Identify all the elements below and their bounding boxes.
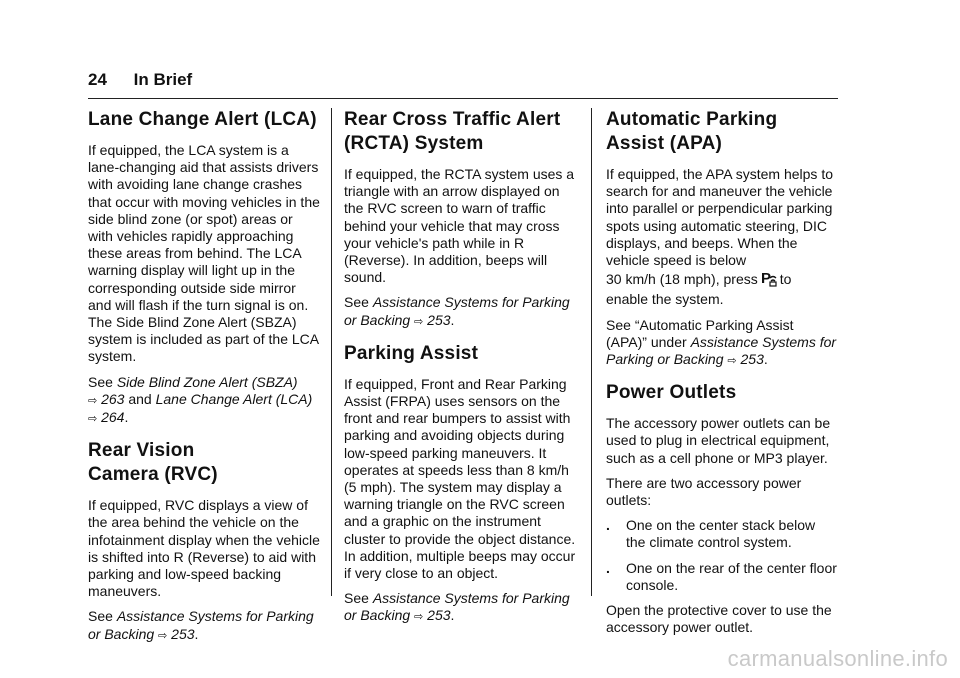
section-rcta: [344, 108, 576, 330]
section-body: There are two accessory power outlets:: [606, 474, 802, 509]
list-item: . One on the rear of the center floor console.: [606, 559, 837, 593]
bullet-icon: .: [606, 559, 610, 576]
page-ref[interactable]: 264: [101, 409, 125, 426]
section-power-outlets: [606, 381, 838, 636]
reference-link[interactable]: Assistance Systems for Parking or Backing: [606, 333, 837, 368]
header-rule: [88, 98, 838, 99]
section-rvc: [88, 439, 320, 644]
watermark: carmanualsonline.info: [727, 646, 948, 671]
page-ref-arrow-icon: ⇨: [158, 628, 168, 642]
see-reference: See Assistance Systems for Parking or Backing ⇨ 253.: [88, 608, 314, 642]
column-3: [606, 108, 838, 648]
section-body: Open the protective cover to use the accessory power outlet.: [606, 602, 832, 636]
section-title: Rear Vision Camera (RVC): [88, 440, 218, 486]
page-ref[interactable]: 263: [101, 390, 125, 407]
see-reference: See Side Blind Zone Alert (SBZA) ⇨ 263 and Lane Change Alert (LCA) ⇨ 264.: [88, 373, 313, 426]
reference-link[interactable]: Side Blind Zone Alert (SBZA): [116, 373, 298, 390]
svg-text:P: P: [760, 270, 771, 288]
page-ref[interactable]: 253: [171, 625, 195, 642]
section-body: If equipped, the RCTA system uses a triangle with an arrow displayed on the RVC screen to warn of traffic behind your vehicle that may cross your vehicle's path while in R (Reverse). In addition, beeps will sound.: [344, 166, 575, 286]
reference-link[interactable]: Assistance Systems for Parking or Backing: [344, 294, 570, 328]
page-number: 24: [88, 70, 107, 89]
page-ref[interactable]: 253: [427, 311, 451, 328]
section-title: Power Outlets: [606, 382, 737, 404]
section-body: If equipped, Front and Rear Parking Assist (FRPA) uses sensors on the front and rear bumpers to assist with parking and avoiding objects during low-speed parking maneuvers. It operates at speeds less than 8 km/h (5 mph). The system may display a warning triangle on the RVC screen and a graphic on the instrument cluster to provide the object distance. In addition, multiple beeps may occur if very close to an object.: [344, 375, 576, 582]
reference-link[interactable]: Lane Change Alert (LCA): [155, 390, 313, 407]
section-body: If equipped, the APA system helps to search for and maneuver the vehicle into parallel or perpendicular parking spots using automatic steering, DIC displays, and beeps. When the vehicle speed is below 30 km/h (18 mph), press P to enable the system.: [606, 166, 833, 308]
page-ref[interactable]: 253: [427, 607, 451, 624]
page-ref-arrow-icon: ⇨: [414, 314, 424, 328]
bullet-icon: .: [606, 517, 610, 534]
reference-link[interactable]: Assistance Systems for Parking or Backing: [344, 590, 570, 624]
page-header: [88, 70, 192, 90]
page-ref-arrow-icon: ⇨: [414, 610, 424, 624]
page-ref-arrow-icon: ⇨: [727, 354, 737, 368]
see-reference: See “Automatic Parking Assist (APA)” under Assistance Systems for Parking or Backing ⇨ 253.: [606, 316, 837, 368]
see-reference: See Assistance Systems for Parking or Backing ⇨ 253.: [344, 590, 570, 624]
see-reference: See Assistance Systems for Parking or Backing ⇨ 253.: [344, 294, 570, 328]
section-body: If equipped, RVC displays a view of the area behind the vehicle on the infotainment display when the vehicle is shifted into R (Reverse) to aid with parking and low-speed backing maneuvers.: [88, 497, 320, 600]
column-divider: [591, 108, 592, 596]
section-apa: [606, 108, 838, 369]
list-item: . One on the center stack below the climate control system.: [606, 517, 816, 551]
section-title: Lane Change Alert (LCA): [88, 109, 317, 130]
section-title: Automatic Parking Assist (APA): [606, 109, 778, 154]
header-title: In Brief: [133, 70, 193, 89]
page-ref-arrow-icon: ⇨: [88, 393, 98, 407]
section-title: Rear Cross Traffic Alert (RCTA) System: [344, 109, 561, 154]
column-divider: [331, 108, 332, 596]
reference-link[interactable]: Assistance Systems for Parking or Backing: [88, 608, 314, 642]
section-lca: [88, 108, 320, 427]
page-ref-arrow-icon: ⇨: [88, 412, 98, 426]
section-title: Parking Assist: [344, 342, 479, 364]
section-parking-assist: [344, 342, 576, 626]
section-body: The accessory power outlets can be used to plug in electrical equipment, such as a cell phone or MP3 player.: [606, 415, 831, 466]
page-ref[interactable]: 253: [740, 351, 764, 368]
parking-assist-icon: [761, 269, 777, 291]
column-2: [344, 108, 576, 638]
section-body: If equipped, the LCA system is a lane-changing aid that assists drivers with avoiding lane change crashes that occur with moving vehicles in the side blind zone (or spot) areas or with vehicles rapidly approaching these areas from behind. The LCA warning display will light up in the corresponding outside side mirror and will flash if the turn signal is on. The Side Blind Zone Alert (SBZA) system is included as part of the LCA system.: [88, 142, 320, 365]
column-1: [88, 108, 320, 656]
